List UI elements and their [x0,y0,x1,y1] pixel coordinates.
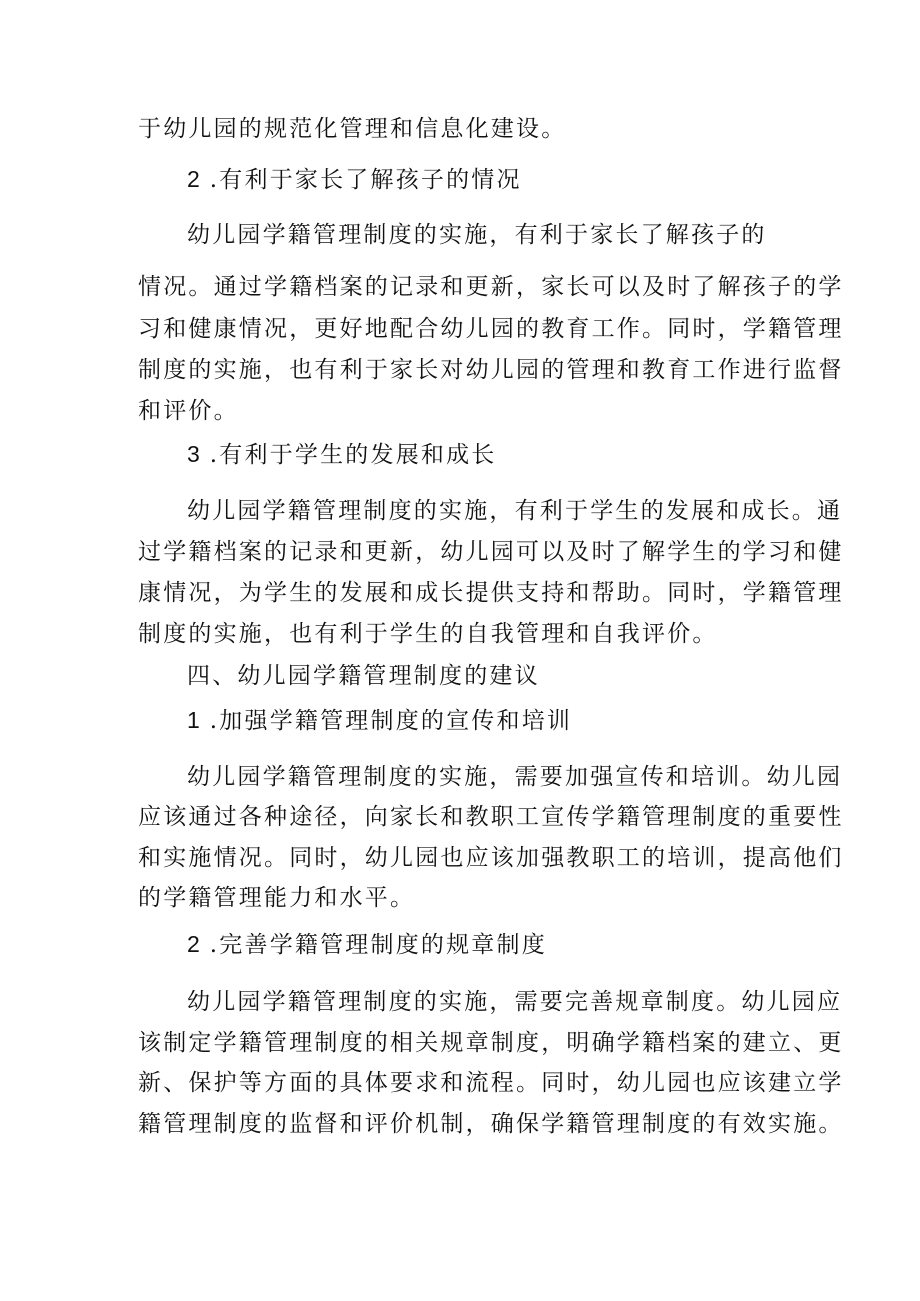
paragraph-line: 制度的实施，也有利于家长对幼儿园的管理和教育工作进行监督 [138,357,844,383]
paragraph-line: 于幼儿园的规范化管理和信息化建设。 [138,116,567,142]
paragraph-line: 幼儿园学籍管理制度的实施，需要完善规章制度。幼儿园应 [187,989,843,1015]
paragraph-line: 幼儿园学籍管理制度的实施，有利于学生的发展和成长。通 [187,498,843,524]
section-heading: 四、幼儿园学籍管理制度的建议 [187,663,540,689]
paragraph-line: 和评价。 [138,398,239,424]
paragraph-line: 的学籍管理能力和水平。 [138,885,416,911]
subheading-text: .加强学籍管理制度的宣传和培训 [209,708,573,734]
subheading-2 [187,164,522,195]
subheading-number: 1 [187,707,200,733]
paragraph-line: 新、保护等方面的具体要求和流程。同时，幼儿园也应该建立学 [138,1070,844,1096]
paragraph-line: 籍管理制度的监督和评价机制，确保学籍管理制度的有效实施。 [138,1111,844,1137]
subheading-text: .完善学籍管理制度的规章制度 [209,932,547,958]
subheading-1 [187,705,572,736]
paragraph-line: 过学籍档案的记录和更新，幼儿园可以及时了解学生的学习和健 [138,539,844,565]
subheading-number: 2 [187,931,200,957]
paragraph-line: 幼儿园学籍管理制度的实施，有利于家长了解孩子的 [187,222,767,248]
paragraph-line: 和实施情况。同时，幼儿园也应该加强教职工的培训，提高他们 [138,845,844,871]
paragraph-line: 情况。通过学籍档案的记录和更新，家长可以及时了解孩子的学 [138,274,844,300]
paragraph-line: 制度的实施，也有利于学生的自我管理和自我评价。 [138,621,718,647]
paragraph-line: 幼儿园学籍管理制度的实施，需要加强宣传和培训。幼儿园 [187,764,843,790]
subheading-number: 2 [187,166,200,192]
subheading-2b [187,929,547,960]
paragraph-line: 该制定学籍管理制度的相关规章制度，明确学籍档案的建立、更 [138,1030,844,1056]
subheading-text: .有利于家长了解孩子的情况 [209,167,522,193]
paragraph-line: 康情况，为学生的发展和成长提供支持和帮助。同时，学籍管理 [138,580,844,606]
paragraph-line: 应该通过各种途径，向家长和教职工宣传学籍管理制度的重要性 [138,804,844,830]
paragraph-line: 习和健康情况，更好地配合幼儿园的教育工作。同时，学籍管理 [138,316,844,342]
subheading-number: 3 [187,441,200,467]
subheading-3 [187,439,497,470]
subheading-text: .有利于学生的发展和成长 [209,442,497,468]
